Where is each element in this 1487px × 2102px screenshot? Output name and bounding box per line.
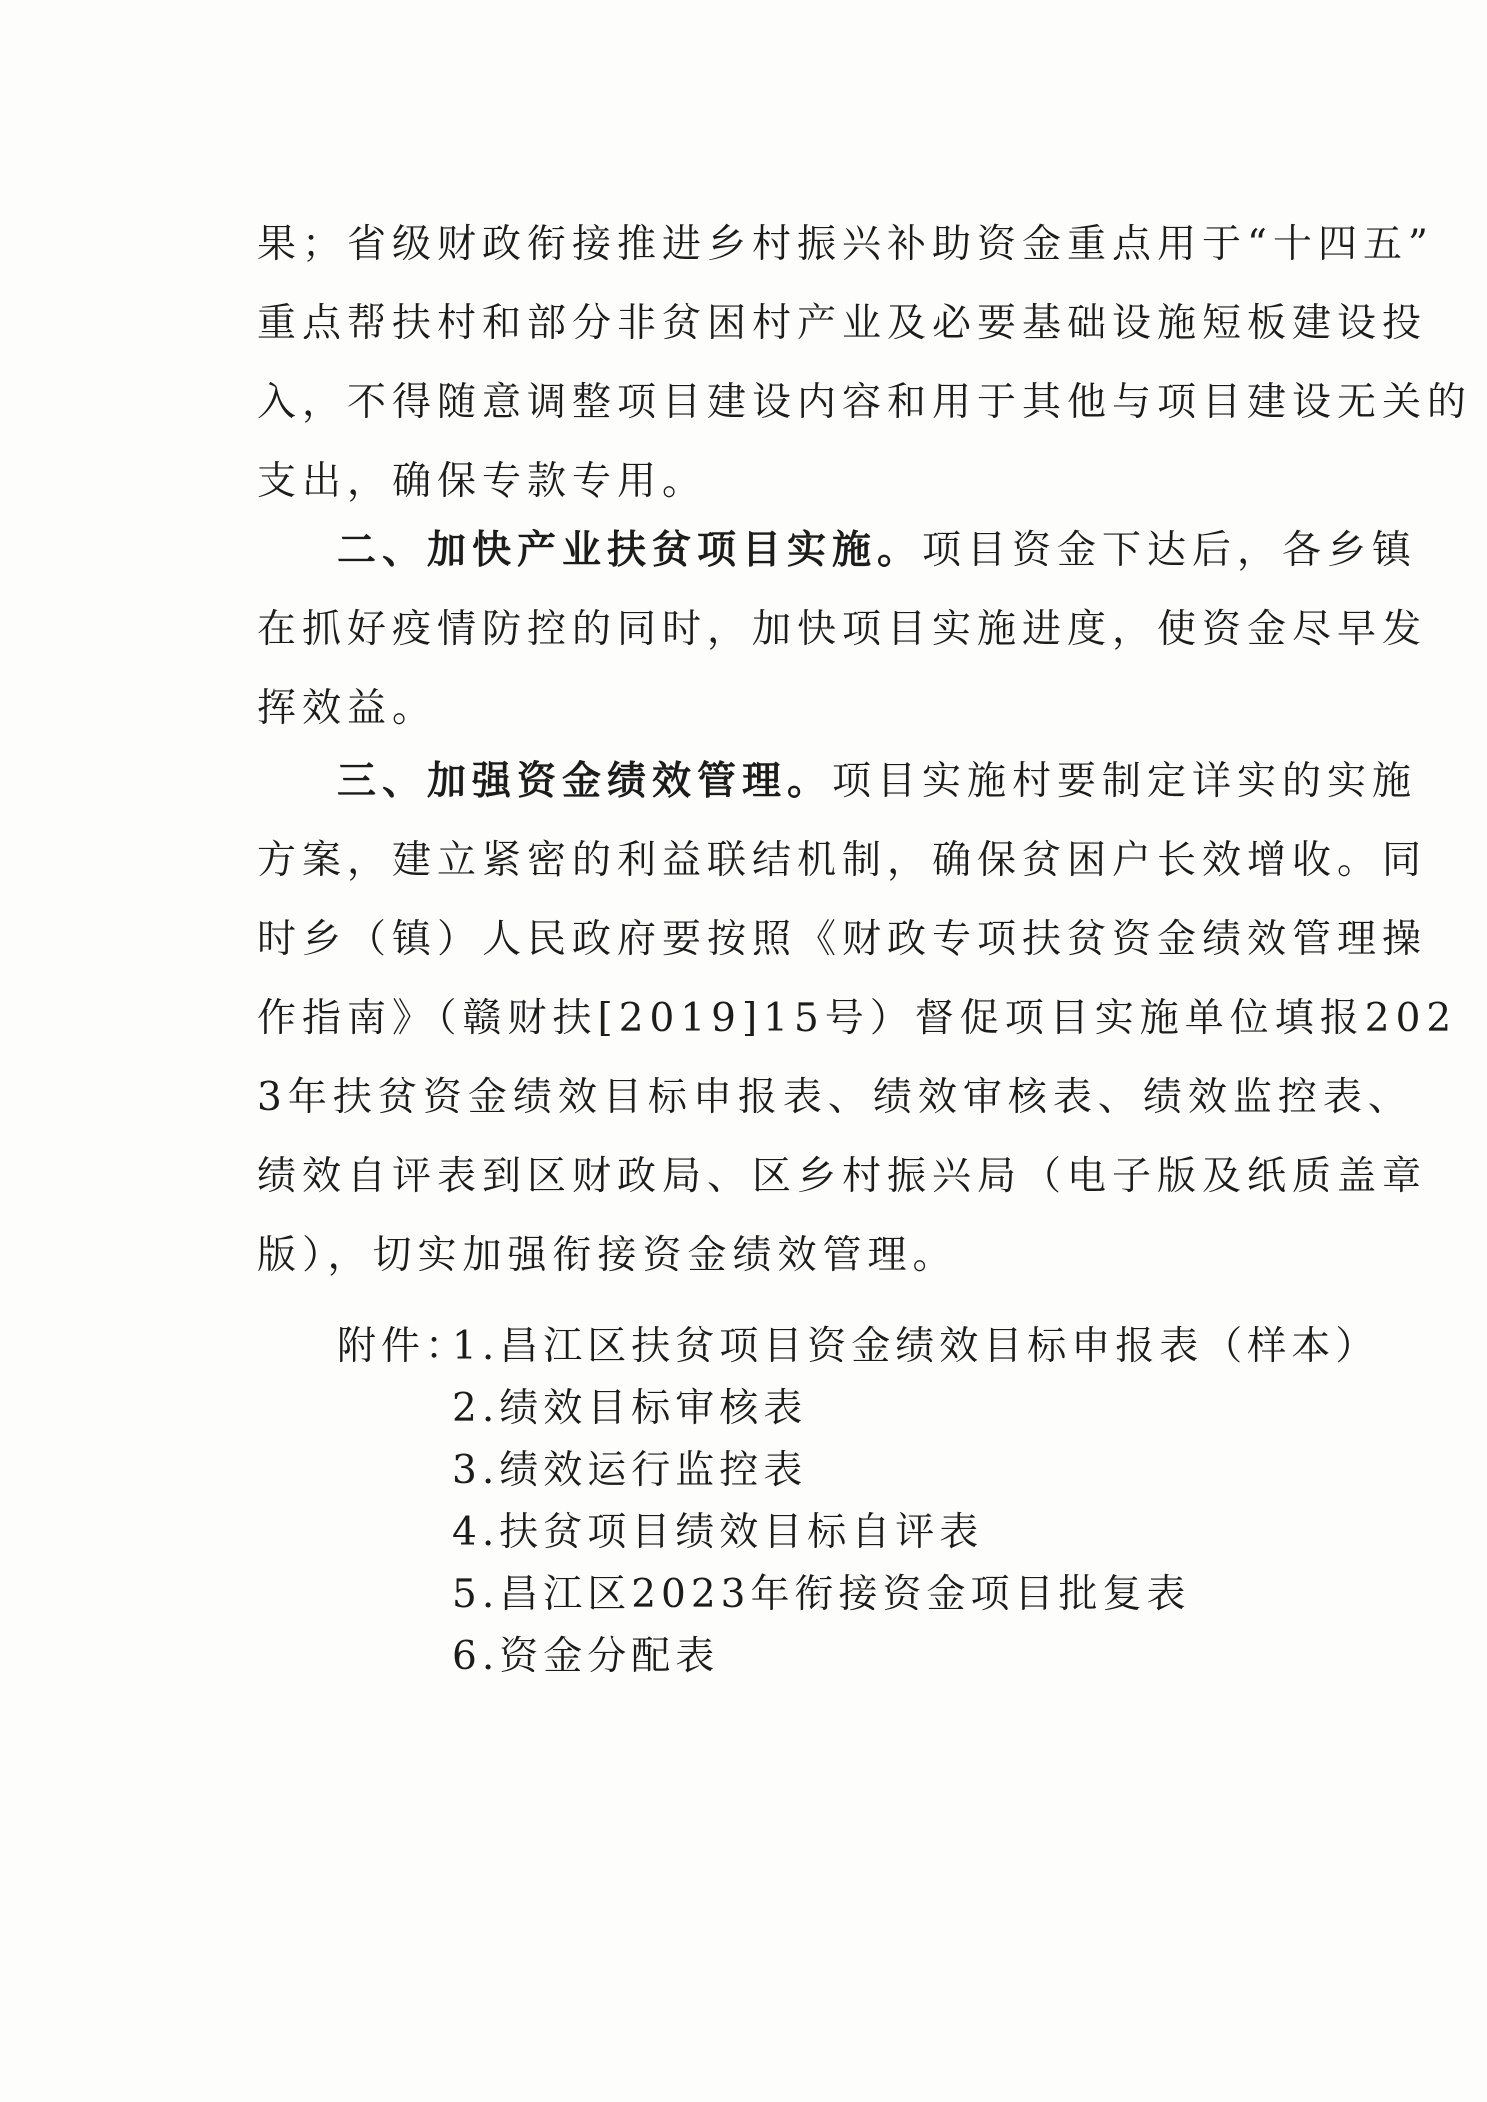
attachment-item: 6.资金分配表 bbox=[452, 1634, 720, 1679]
paragraph-line: 重点帮扶村和部分非贫困村产业及必要基础设施短板建设投 bbox=[257, 301, 1428, 346]
paragraph-line: 绩效自评表到区财政局、区乡村振兴局（电子版及纸质盖章 bbox=[257, 1154, 1428, 1199]
attachment-item: 2.绩效目标审核表 bbox=[452, 1386, 808, 1431]
section-2-first-line bbox=[337, 511, 1417, 590]
section-2-text: 项目资金下达后，各乡镇 bbox=[922, 528, 1418, 573]
paragraph-line: 在抓好疫情防控的同时，加快项目实施进度，使资金尽早发 bbox=[257, 607, 1428, 652]
paragraph-line: 挥效益。 bbox=[257, 686, 438, 731]
attachment-item: 1.昌江区扶贫项目资金绩效目标申报表（样本） bbox=[452, 1324, 1380, 1369]
paragraph-line: 版），切实加强衔接资金绩效管理。 bbox=[257, 1233, 958, 1278]
paragraph-line: 作指南》（赣财扶[2019]15号）督促项目实施单位填报202 bbox=[257, 996, 1458, 1041]
attachment-item: 3.绩效运行监控表 bbox=[452, 1448, 808, 1493]
paragraph-line: 方案，建立紧密的利益联结机制，确保贫困户长效增收。同 bbox=[257, 838, 1428, 883]
attachment-item: 4.扶贫项目绩效目标自评表 bbox=[452, 1510, 984, 1555]
attachments-label: 附件： bbox=[337, 1324, 470, 1369]
paragraph-line: 支出，确保专款专用。 bbox=[257, 459, 708, 504]
paragraph-line: 果；省级财政衔接推进乡村振兴补助资金重点用于“十四五” bbox=[257, 222, 1434, 267]
section-3-text: 项目实施村要制定详实的实施 bbox=[832, 759, 1418, 804]
section-2-heading: 二、加快产业扶贫项目实施。 bbox=[337, 528, 923, 573]
paragraph-line: 时乡（镇）人民政府要按照《财政专项扶贫资金绩效管理操 bbox=[257, 917, 1428, 962]
section-3-first-line bbox=[337, 742, 1417, 821]
section-3-heading: 三、加强资金绩效管理。 bbox=[337, 759, 833, 804]
attachment-item: 5.昌江区2023年衔接资金项目批复表 bbox=[452, 1572, 1191, 1617]
paragraph-line: 入，不得随意调整项目建设内容和用于其他与项目建设无关的 bbox=[257, 380, 1473, 425]
paragraph-line: 3年扶贫资金绩效目标申报表、绩效审核表、绩效监控表、 bbox=[257, 1075, 1413, 1120]
